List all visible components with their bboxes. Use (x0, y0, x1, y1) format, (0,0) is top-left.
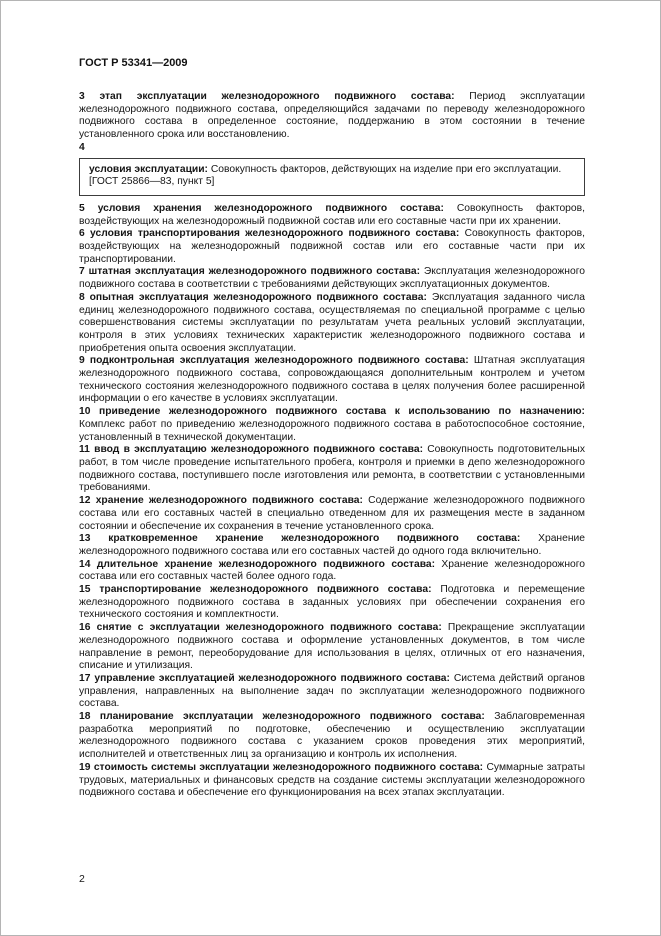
definition-number: 14 (79, 558, 91, 570)
definition-number: 16 (79, 622, 91, 634)
definition-number: 3 (79, 91, 85, 102)
definition-term: этап эксплуатации железнодорожного подвижного состава: (99, 91, 455, 102)
definition-term: кратковременное хранение железнодорожного подвижного состава: (108, 533, 521, 545)
definition-term: условия транспортирования железнодорожного подвижного состава: (90, 228, 460, 240)
definition-item-7 (79, 266, 585, 291)
definition-text: Период эксплуатации железнодорожного подвижного состава, определяющийся задачами по переводу железнодорожного подвижного состава в определенное состояние, поддержанию в этом состоянии в течение установленного срока или восстановлению. (79, 91, 585, 141)
boxed-definition-text: Совокупность факторов, действующих на изделие при его эксплуатации. (210, 163, 562, 175)
page-number: 2 (79, 873, 85, 885)
definition-item-5 (79, 203, 585, 228)
definition-text: Прекращение эксплуатации железнодорожного подвижного состава и оформление установленных документов, в том числе направление в ремонт, переоборудование для использования в целях, отличных от его назначения, списание и утилизация. (79, 622, 585, 672)
definition-term: приведение железнодорожного подвижного состава к использованию по назначению: (99, 406, 585, 418)
definition-number: 17 (79, 672, 91, 684)
definition-text: Подготовка и перемещение железнодорожного подвижного состава в заданных условиях при обеспечении сохранения его технического состояния и комплектности. (79, 584, 585, 621)
definition-item-13 (79, 533, 585, 558)
definition-term: стоимость системы эксплуатации железнодорожного подвижного состава: (93, 761, 484, 773)
definition-number: 15 (79, 584, 91, 596)
definition-number: 12 (79, 495, 91, 507)
definition-item-12 (79, 495, 585, 533)
definition-item-6 (79, 228, 585, 266)
definition-item-15 (79, 584, 585, 622)
definition-item-11 (79, 444, 585, 495)
boxed-definition (79, 158, 585, 196)
definition-term: ввод в эксплуатацию железнодорожного подвижного состава: (94, 444, 424, 456)
definition-text: Эксплуатация заданного числа единиц железнодорожного подвижного состава, осуществляемая по специальной программе с целью совершенствования системы эксплуатации по результатам учета реальных условий эксплуатации, контроля в этих условиях технических характеристик железнодорожного подвижного состава и приобретения опыта освоения эксплуатации. (79, 291, 585, 354)
definition-item-16 (79, 622, 585, 673)
definition-item-3 (79, 91, 585, 142)
definition-item-10 (79, 406, 585, 444)
definition-term: транспортирование железнодорожного подвижного состава: (99, 584, 432, 596)
definition-number: 10 (79, 406, 91, 418)
boxed-definition-term: условия эксплуатации: (89, 163, 208, 175)
definition-item-8 (79, 292, 585, 356)
definition-number: 18 (79, 711, 91, 723)
definition-term: штатная эксплуатация железнодорожного подвижного состава: (88, 266, 420, 278)
definition-item-19 (79, 762, 585, 800)
definition-text: Заблаговременная разработка мероприятий по подготовке, обеспечению и осуществлению эксплуатации железнодорожного подвижного состава с указанием сроков проведения этих мероприятий, исполнителей и ответственных лиц за организацию и контроль их исполнения. (79, 711, 585, 761)
definition-text: Штатная эксплуатация железнодорожного подвижного состава, сопровождающаяся дополнительным контролем и учетом технического состояния железнодорожного подвижного состава в целях получения более расширенной информации о его качестве в условиях эксплуатации. (79, 355, 585, 405)
definition-number: 5 (79, 202, 85, 214)
definition-text: Совокупность подготовительных работ, в том числе проведение испытательного пробега, контроля и приемки в депо железнодорожного подвижного состава, поступившего после изготовления или ремонта, в соответствии с установленными требованиями. (79, 444, 585, 494)
definition-text: Содержание железнодорожного подвижного состава или его составных частей в специально отведенном для их размещения месте в заданном состоянии и обеспечение их сохранения в течение установленного срока. (79, 495, 585, 532)
definition-term: хранение железнодорожного подвижного состава: (95, 495, 363, 507)
definition-item-9 (79, 355, 585, 406)
definition-item-14 (79, 559, 585, 584)
definition-term: планирование эксплуатации железнодорожного подвижного состава: (99, 711, 485, 723)
definition-number: 19 (79, 761, 91, 773)
definition-text: Суммарные затраты трудовых, материальных и финансовых средств на создание системы эксплуатации железнодорожного подвижного состава и обеспечение его функционирования на всех этапах эксплуатации. (79, 761, 585, 799)
document-standard-number: ГОСТ Р 53341—2009 (79, 57, 188, 69)
definition-number: 9 (79, 355, 85, 367)
definition-item-17 (79, 673, 585, 711)
definition-term: снятие с эксплуатации железнодорожного подвижного состава: (96, 622, 442, 634)
boxed-definition-number: 4 (79, 141, 85, 153)
boxed-definition-source: [ГОСТ 25866—83, пункт 5] (89, 176, 215, 188)
definition-text: Хранение железнодорожного состава или его составных частей более одного года. (79, 558, 585, 583)
definition-number: 8 (79, 291, 85, 303)
definition-number: 7 (79, 266, 85, 278)
definition-text: Хранение железнодорожного подвижного состава или его составных частей до одного года включительно. (79, 533, 585, 557)
definition-text: Совокупность факторов, воздействующих на железнодорожный подвижной состав или его составные части при их транспортировании. (79, 228, 585, 265)
definition-term: длительное хранение железнодорожного подвижного состава: (96, 558, 436, 570)
boxed-definition-body (89, 164, 575, 177)
definition-text: Эксплуатация железнодорожного подвижного состава в соответствии с требованиями действующих эксплуатационных документов. (79, 266, 585, 291)
definition-number: 11 (79, 444, 90, 456)
definition-text: Совокупность факторов, воздействующих на железнодорожный подвижной состав или его составные части при их хранении. (79, 202, 585, 227)
definition-item-18 (79, 711, 585, 762)
definition-term: управление эксплуатацией железнодорожного подвижного состава: (94, 672, 450, 684)
definition-text: Система действий органов управления, направленных на выполнение задач по эксплуатации железнодорожного подвижного состава. (79, 672, 585, 710)
definition-term: подконтрольная эксплуатация железнодорожного подвижного состава: (89, 355, 469, 367)
document-content (79, 91, 585, 800)
definition-number: 6 (79, 228, 85, 240)
definition-term: опытная эксплуатация железнодорожного подвижного состава: (89, 291, 427, 303)
definition-number: 13 (79, 533, 91, 545)
definition-term: условия хранения железнодорожного подвижного состава: (97, 202, 444, 214)
definition-text: Комплекс работ по приведению железнодорожного подвижного состава в работоспособное состояние, установленный в технической документации. (79, 418, 585, 443)
